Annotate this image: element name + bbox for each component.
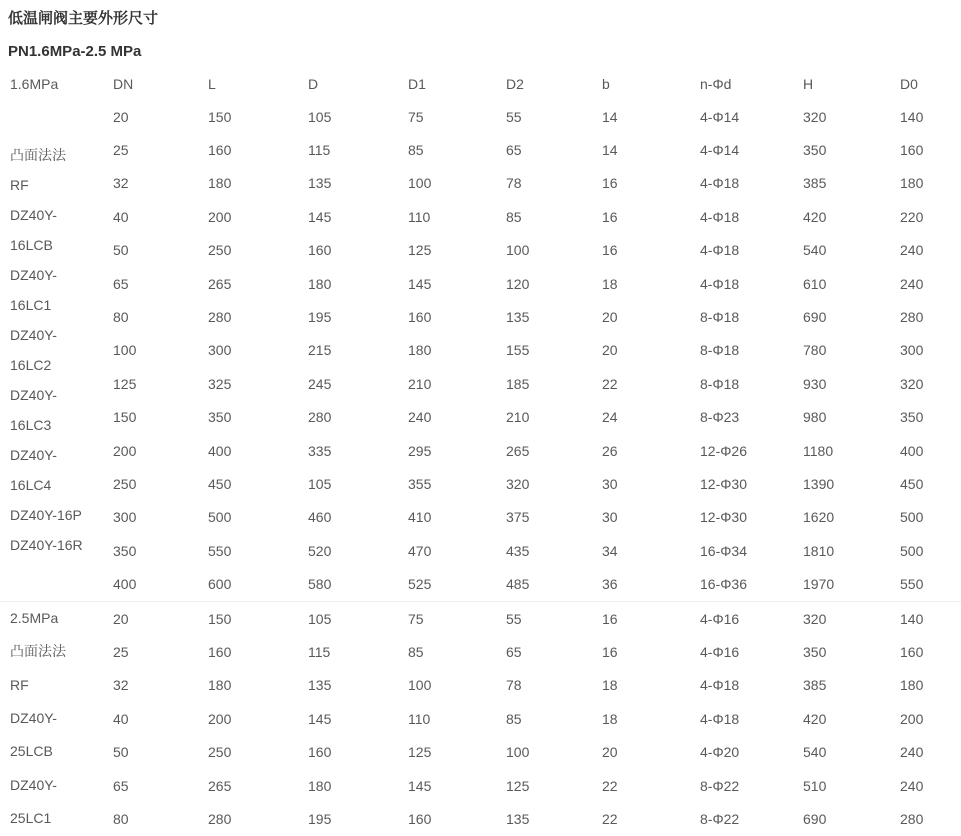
table-cell: 36 [602, 576, 618, 593]
table-cell: 120 [506, 275, 530, 292]
table-cell: 160 [308, 744, 332, 761]
table-cell: 145 [308, 208, 332, 225]
table-cell: 100 [113, 342, 137, 359]
table-cell: 12-Φ30 [700, 509, 747, 526]
table-cell: 85 [506, 208, 522, 225]
table-cell: 1970 [803, 576, 835, 593]
table-cell: 215 [308, 342, 332, 359]
page [0, 10, 961, 836]
table-cell: 180 [408, 342, 432, 359]
table-cell: 115 [308, 142, 331, 159]
table-cell: 280 [900, 309, 924, 326]
table-cell: 180 [900, 677, 924, 694]
table-row [0, 401, 961, 434]
table-cell: 125 [408, 242, 432, 259]
section-label-line: 16LC2 [10, 357, 52, 374]
table-cell: 350 [900, 409, 924, 426]
section-label-line: 25LC1 [10, 809, 52, 826]
table-cell: 20 [113, 108, 129, 125]
header-cell-pressure: 1.6MPa [10, 75, 59, 92]
table-cell: 180 [208, 175, 232, 192]
table-cell: 265 [506, 442, 530, 459]
section-label-line: DZ40Y- [10, 267, 57, 284]
table-cell: 240 [900, 777, 924, 794]
table-cell: 32 [113, 175, 129, 192]
table-cell: 160 [900, 643, 924, 660]
table-cell: 22 [602, 810, 618, 827]
table-cell: 80 [113, 810, 129, 827]
table-cell: 100 [408, 175, 432, 192]
table-cell: 350 [113, 542, 137, 559]
table-row [0, 802, 961, 836]
table-cell: 4-Φ18 [700, 242, 740, 259]
table-cell: 320 [803, 108, 827, 125]
table-cell: 8-Φ23 [700, 409, 740, 426]
table-cell: 125 [113, 375, 137, 392]
table-cell: 400 [208, 442, 232, 459]
table-cell: 300 [208, 342, 232, 359]
header-cell-b: b [602, 75, 610, 92]
table-cell: 16-Φ36 [700, 576, 747, 593]
table-cell: 16 [602, 242, 618, 259]
section-label-line: DZ40Y-16R [10, 537, 83, 554]
table-cell: 150 [198, 601, 298, 635]
table-cell: 8-Φ22 [700, 777, 740, 794]
table-row [0, 267, 961, 300]
table-cell: 185 [506, 375, 530, 392]
section-label-line: DZ40Y- [10, 207, 57, 224]
section-label-cell [0, 100, 103, 601]
table-row [0, 434, 961, 467]
page-title: 低温闸阀主要外形尺寸 [8, 10, 159, 27]
table-cell: 65 [506, 643, 522, 660]
table-cell: 420 [803, 208, 827, 225]
table-cell: 980 [803, 409, 827, 426]
table-cell: 110 [408, 208, 431, 225]
table-row [0, 200, 961, 233]
table-cell: 24 [602, 409, 618, 426]
section-label-line: 16LC1 [10, 297, 52, 314]
table-row [0, 601, 961, 635]
header-cell-l: L [208, 75, 216, 92]
table-cell: 250 [208, 744, 232, 761]
table-cell: 20 [103, 601, 198, 635]
table-row [0, 567, 961, 601]
table-cell: 135 [506, 810, 530, 827]
table-cell: 50 [113, 744, 129, 761]
table-row [0, 100, 961, 133]
table-cell: 4-Φ16 [690, 601, 793, 635]
table-row [0, 735, 961, 768]
table-cell: 34 [602, 542, 618, 559]
table-cell: 385 [803, 677, 827, 694]
header-cell-d0: D0 [900, 75, 918, 92]
table-cell: 460 [308, 509, 332, 526]
table-cell: 100 [506, 242, 530, 259]
section-label-line: 25LCB [10, 743, 53, 760]
table-cell: 4-Φ20 [700, 744, 740, 761]
section-label-line: 2.5MPa [10, 610, 59, 627]
table-cell: 510 [803, 777, 827, 794]
table-cell: 280 [208, 810, 232, 827]
table-cell: 930 [803, 375, 827, 392]
table-cell: 140 [890, 601, 961, 635]
table-cell: 78 [506, 175, 522, 192]
table-cell: 600 [208, 576, 232, 593]
table-cell: 4-Φ18 [700, 175, 740, 192]
table-cell: 145 [408, 275, 432, 292]
table-cell: 12-Φ26 [700, 442, 747, 459]
table-cell: 250 [208, 242, 232, 259]
table-cell: 14 [602, 108, 618, 125]
table-cell: 500 [208, 509, 232, 526]
table-cell: 450 [900, 475, 924, 492]
table-cell: 65 [113, 777, 129, 794]
section-label-line: RF [10, 177, 29, 194]
table-cell: 16 [592, 601, 690, 635]
header-cell-d: D [308, 75, 319, 92]
header-cell-dn: DN [113, 75, 134, 92]
table-cell: 125 [408, 744, 432, 761]
table-cell: 75 [398, 601, 496, 635]
table-cell: 335 [308, 442, 332, 459]
table-cell: 100 [506, 744, 530, 761]
table-cell: 435 [506, 542, 530, 559]
table-row [0, 367, 961, 400]
table-cell: 550 [208, 542, 232, 559]
table-cell: 4-Φ14 [700, 142, 740, 159]
section-label-line: DZ40Y- [10, 776, 57, 793]
table-cell: 4-Φ18 [700, 710, 740, 727]
table-cell: 110 [408, 710, 431, 727]
table-cell: 320 [793, 601, 890, 635]
table-cell: 200 [208, 208, 232, 225]
table-cell: 12-Φ30 [700, 475, 747, 492]
table-cell: 410 [408, 509, 432, 526]
table-cell: 470 [408, 542, 432, 559]
table-row [0, 702, 961, 735]
table-cell: 200 [208, 710, 232, 727]
table-cell: 25 [113, 643, 129, 660]
table-cell: 85 [408, 142, 424, 159]
table-cell: 240 [900, 242, 924, 259]
table-cell: 145 [408, 777, 432, 794]
table-cell: 16-Φ34 [700, 542, 747, 559]
table-cell: 195 [308, 309, 332, 326]
table-cell: 25 [113, 142, 129, 159]
table-cell: 300 [900, 342, 924, 359]
table-cell: 245 [308, 375, 332, 392]
section-label-line: RF [10, 676, 29, 693]
table-cell: 180 [208, 677, 232, 694]
table-cell: 280 [900, 810, 924, 827]
table-cell: 400 [900, 442, 924, 459]
section-label-line: DZ40Y- [10, 710, 57, 727]
table-cell: 420 [803, 710, 827, 727]
table-cell: 8-Φ18 [700, 375, 740, 392]
table-cell: 18 [602, 275, 618, 292]
table-cell: 160 [308, 242, 332, 259]
table-cell: 65 [113, 275, 129, 292]
table-cell: 160 [900, 142, 924, 159]
section-label-line: 凸面法法 [10, 147, 66, 164]
table-cell: 350 [803, 142, 827, 159]
table-cell: 4-Φ18 [700, 275, 740, 292]
table-cell: 320 [506, 475, 530, 492]
table-cell: 135 [308, 677, 332, 694]
section-label-line: DZ40Y-16P [10, 507, 82, 524]
spec-table [0, 67, 961, 836]
table-cell: 30 [602, 509, 618, 526]
table-cell: 385 [803, 175, 827, 192]
table-cell: 160 [208, 142, 232, 159]
table-cell: 780 [803, 342, 827, 359]
header-cell-d1: D1 [408, 75, 426, 92]
table-cell: 180 [900, 175, 924, 192]
table-cell: 1620 [803, 509, 835, 526]
table-cell: 485 [506, 576, 530, 593]
section-label-line: 16LCB [10, 237, 53, 254]
table-header [0, 67, 961, 100]
table-cell: 22 [602, 777, 618, 794]
header-row [0, 67, 961, 100]
table-section-pn16 [0, 100, 961, 601]
table-cell: 525 [408, 576, 432, 593]
table-cell: 80 [113, 309, 129, 326]
table-cell: 85 [408, 643, 424, 660]
table-row [0, 467, 961, 500]
table-cell: 55 [496, 601, 592, 635]
table-cell: 20 [602, 342, 618, 359]
table-row [0, 534, 961, 567]
table-cell: 14 [602, 142, 618, 159]
page-subtitle: PN1.6MPa-2.5 MPa [8, 43, 142, 60]
table-cell: 375 [506, 509, 530, 526]
table-cell: 125 [506, 777, 530, 794]
table-cell: 4-Φ16 [700, 643, 740, 660]
table-cell: 180 [308, 777, 332, 794]
table-cell: 16 [602, 208, 618, 225]
table-cell: 355 [408, 475, 432, 492]
table-cell: 20 [602, 309, 618, 326]
table-cell: 210 [506, 409, 530, 426]
table-cell: 115 [308, 643, 331, 660]
table-cell: 16 [602, 175, 618, 192]
table-cell: 40 [113, 710, 129, 727]
table-cell: 30 [602, 475, 618, 492]
table-cell: 580 [308, 576, 332, 593]
section-label-line: 16LC3 [10, 417, 52, 434]
table-cell: 160 [408, 309, 432, 326]
table-row [0, 501, 961, 534]
header-cell-h: H [803, 75, 814, 92]
table-cell: 210 [408, 375, 432, 392]
table-cell: 105 [308, 108, 332, 125]
table-cell: 350 [803, 643, 827, 660]
table-row [0, 133, 961, 166]
section-label-line: 凸面法法 [10, 643, 66, 660]
table-cell: 20 [602, 744, 618, 761]
table-cell: 18 [602, 677, 618, 694]
table-cell: 8-Φ18 [700, 309, 740, 326]
table-cell: 16 [602, 643, 618, 660]
table-cell: 240 [408, 409, 432, 426]
table-cell: 180 [308, 275, 332, 292]
table-cell: 265 [208, 777, 232, 794]
table-row [0, 769, 961, 802]
table-cell: 240 [900, 275, 924, 292]
table-cell: 160 [208, 643, 232, 660]
table-row [0, 234, 961, 267]
table-cell: 250 [113, 475, 137, 492]
table-cell: 280 [208, 309, 232, 326]
table-cell: 540 [803, 744, 827, 761]
section-label-line: DZ40Y- [10, 387, 57, 404]
table-row [0, 669, 961, 702]
table-cell: 500 [900, 509, 924, 526]
table-cell: 1390 [803, 475, 835, 492]
table-cell: 40 [113, 208, 129, 225]
table-cell: 280 [308, 409, 332, 426]
section-label-line: DZ40Y- [10, 447, 57, 464]
table-cell: 400 [113, 576, 137, 593]
table-cell: 690 [803, 309, 827, 326]
table-cell: 135 [308, 175, 332, 192]
table-cell: 155 [506, 342, 530, 359]
table-row [0, 635, 961, 668]
table-row [0, 167, 961, 200]
table-cell: 55 [506, 108, 522, 125]
table-cell: 85 [506, 710, 522, 727]
table-row [0, 334, 961, 367]
table-cell: 500 [900, 542, 924, 559]
section-label-line: 16LC4 [10, 477, 52, 494]
table-cell: 540 [803, 242, 827, 259]
table-cell: 26 [602, 442, 618, 459]
table-cell: 350 [208, 409, 232, 426]
table-cell: 520 [308, 542, 332, 559]
table-cell: 22 [602, 375, 618, 392]
table-cell: 135 [506, 309, 530, 326]
table-cell: 105 [308, 475, 332, 492]
table-cell: 240 [900, 744, 924, 761]
table-cell: 18 [602, 710, 618, 727]
table-cell: 295 [408, 442, 432, 459]
table-cell: 65 [506, 142, 522, 159]
table-cell: 610 [803, 275, 827, 292]
section-label-line: DZ40Y- [10, 327, 57, 344]
table-cell: 145 [308, 710, 332, 727]
table-cell: 4-Φ14 [700, 108, 740, 125]
table-cell: 690 [803, 810, 827, 827]
table-cell: 32 [113, 677, 129, 694]
table-cell: 200 [113, 442, 137, 459]
table-section-pn25 [0, 601, 961, 836]
table-cell: 105 [298, 601, 398, 635]
table-cell: 150 [208, 108, 232, 125]
table-cell: 550 [900, 576, 924, 593]
table-cell: 4-Φ18 [700, 677, 740, 694]
table-cell: 160 [408, 810, 432, 827]
table-cell: 1180 [803, 442, 834, 459]
table-cell: 200 [900, 710, 924, 727]
table-cell: 78 [506, 677, 522, 694]
section-label-cell [0, 601, 103, 836]
table-cell: 1810 [803, 542, 835, 559]
header-cell-d2: D2 [506, 75, 524, 92]
table-cell: 325 [208, 375, 232, 392]
table-cell: 300 [113, 509, 137, 526]
table-cell: 140 [900, 108, 924, 125]
table-row [0, 300, 961, 333]
table-cell: 75 [408, 108, 424, 125]
table-cell: 220 [900, 208, 924, 225]
table-cell: 8-Φ22 [700, 810, 740, 827]
table-cell: 320 [900, 375, 924, 392]
table-cell: 4-Φ18 [700, 208, 740, 225]
table-cell: 450 [208, 475, 232, 492]
table-cell: 195 [308, 810, 332, 827]
header-cell-n-phi-d: n-Φd [700, 75, 732, 92]
table-cell: 50 [113, 242, 129, 259]
table-cell: 8-Φ18 [700, 342, 740, 359]
table-cell: 100 [408, 677, 432, 694]
table-cell: 150 [113, 409, 137, 426]
table-cell: 265 [208, 275, 232, 292]
